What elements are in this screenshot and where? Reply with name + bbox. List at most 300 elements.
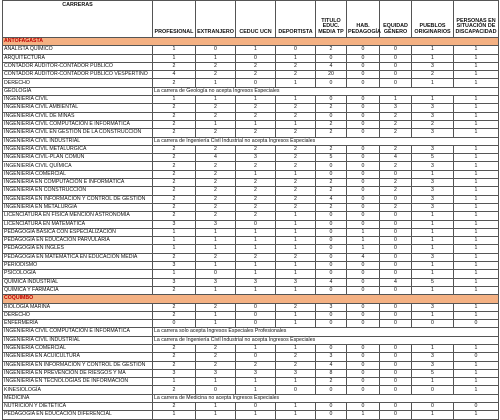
quota-cell: 0 — [347, 212, 380, 220]
quota-cell: 1 — [196, 320, 236, 328]
quota-cell: 1 — [276, 79, 316, 87]
table-row — [3, 96, 499, 104]
career-name: INGENIERÍA CIVIL COMPUTACIÓN E INFORMÁTICA — [3, 120, 153, 128]
quota-cell: 1 — [236, 245, 276, 253]
table-row — [3, 46, 499, 54]
quota-cell: 2 — [196, 344, 236, 352]
quota-cell: 1 — [412, 96, 454, 104]
quota-cell: 2 — [236, 187, 276, 195]
quota-cell: 1 — [412, 286, 454, 294]
career-name: PEDAGOGÍA EN EDUCACIÓN PARVULARIA — [3, 237, 153, 245]
quota-cell: 3 — [196, 220, 236, 228]
quota-cell: 2 — [236, 162, 276, 170]
quota-cell: 4 — [316, 195, 347, 203]
quota-cell: 1 — [412, 378, 454, 386]
quota-cell: 1 — [236, 46, 276, 54]
quota-cell: 0 — [316, 344, 347, 352]
table-row — [3, 54, 499, 62]
quota-cell: 0 — [347, 195, 380, 203]
quota-cell: 0 — [316, 270, 347, 278]
quota-cell: 0 — [316, 237, 347, 245]
table-row — [3, 328, 499, 336]
quota-cell: 0 — [236, 79, 276, 87]
quota-cell: 0 — [316, 245, 347, 253]
career-name: QUÍMICA Y FARMACIA — [3, 286, 153, 294]
quota-cell: 0 — [236, 54, 276, 62]
quota-cell: 1 — [196, 237, 236, 245]
table-row — [3, 170, 499, 178]
table-row — [3, 344, 499, 352]
career-name: ARQUITECTURA — [3, 54, 153, 62]
quota-cell: 1 — [153, 228, 196, 236]
quota-cell: 1 — [454, 79, 499, 87]
career-name: ANALISTA QUÍMICO — [3, 46, 153, 54]
quota-cell: 2 — [153, 154, 196, 162]
quota-cell: 2 — [236, 104, 276, 112]
quota-cell: 1 — [454, 120, 499, 128]
career-name: CONTADOR AUDITOR-CONTADOR PÚBLICO — [3, 62, 153, 70]
quota-cell: 1 — [347, 228, 380, 236]
quota-cell: 1 — [236, 96, 276, 104]
career-name: PERIODISMO — [3, 262, 153, 270]
quota-cell: 2 — [380, 162, 412, 170]
quota-cell: 1 — [347, 411, 380, 419]
quota-cell: 2 — [196, 353, 236, 361]
quota-cell: 1 — [236, 170, 276, 178]
quota-cell: 1 — [412, 262, 454, 270]
table-row — [3, 253, 499, 261]
quota-cell: 2 — [236, 62, 276, 70]
quota-cell: 1 — [454, 286, 499, 294]
table-row — [3, 369, 499, 377]
quota-cell: 0 — [380, 170, 412, 178]
quota-cell: 0 — [380, 253, 412, 261]
table-row — [3, 62, 499, 70]
quota-cell: 2 — [276, 203, 316, 211]
quota-cell: 1 — [454, 212, 499, 220]
quota-cell: 0 — [347, 220, 380, 228]
quota-cell: 3 — [412, 129, 454, 137]
quota-cell: 0 — [380, 46, 412, 54]
quota-cell: 1 — [276, 245, 316, 253]
quota-cell: 2 — [276, 112, 316, 120]
quota-cell: 2 — [196, 71, 236, 79]
career-name: INGENIERÍA EN COMPUTACIÓN E INFORMÁTICA — [3, 179, 153, 187]
quota-cell: 1 — [196, 120, 236, 128]
quota-cell: 1 — [454, 411, 499, 419]
quota-cell: 1 — [236, 344, 276, 352]
quota-cell: 2 — [196, 253, 236, 261]
table-row — [3, 353, 499, 361]
quota-cell: 3 — [412, 112, 454, 120]
quota-cell: 2 — [276, 195, 316, 203]
quota-cell: 1 — [454, 195, 499, 203]
quota-cell: 1 — [454, 71, 499, 79]
quota-cell: 2 — [153, 344, 196, 352]
column-header-extranjero: EXTRANJERO — [196, 1, 236, 38]
quota-cell: 3 — [236, 154, 276, 162]
admission-note: La carrera de Ingeniería Civil Industrial no acepta Ingresos Especiales — [153, 336, 499, 344]
quota-cell: 2 — [196, 361, 236, 369]
quota-cell: 0 — [380, 62, 412, 70]
quota-cell: 1 — [236, 262, 276, 270]
quota-cell: 0 — [347, 154, 380, 162]
quota-cell: 3 — [153, 278, 196, 286]
quota-cell: 1 — [347, 245, 380, 253]
quota-cell: 2 — [153, 353, 196, 361]
career-name: PSICOLOGÍA — [3, 270, 153, 278]
quota-cell: 1 — [196, 411, 236, 419]
quota-cell: 0 — [236, 320, 276, 328]
quota-cell: 3 — [316, 303, 347, 311]
table-row — [3, 104, 499, 112]
table-row — [3, 303, 499, 311]
quota-cell: 0 — [196, 270, 236, 278]
quota-cell: 3 — [276, 278, 316, 286]
quota-cell: 0 — [380, 344, 412, 352]
quota-cell: 0 — [380, 195, 412, 203]
career-name: KINESIOLOGÍA — [3, 386, 153, 394]
quota-cell: 0 — [347, 353, 380, 361]
column-header-profesional: PROFESIONAL — [153, 1, 196, 38]
career-name: INGENIERÍA CIVIL DE MINAS — [3, 112, 153, 120]
quota-cell: 2 — [316, 129, 347, 137]
career-name: INGENIERÍA CIVIL EN GESTIÓN DE LA CONSTRUCCION — [3, 129, 153, 137]
quota-cell: 0 — [347, 361, 380, 369]
career-name: INGENIERÍA CIVIL COMPUTACIÓN E INFORMÁTICA — [3, 328, 153, 336]
quota-cell: 2 — [276, 179, 316, 187]
quota-cell: 1 — [236, 411, 276, 419]
quota-cell: 3 — [412, 303, 454, 311]
quota-cell: 0 — [380, 303, 412, 311]
quota-cell: 0 — [347, 262, 380, 270]
quota-cell: 0 — [380, 262, 412, 270]
quota-cell: 1 — [412, 79, 454, 87]
table-row — [3, 145, 499, 153]
quota-cell: 1 — [153, 411, 196, 419]
quota-cell: 2 — [236, 71, 276, 79]
table-row — [3, 403, 499, 411]
quota-cell: 0 — [347, 71, 380, 79]
quota-cell: 2 — [316, 104, 347, 112]
quota-cell: 2 — [196, 203, 236, 211]
quota-cell: 3 — [380, 104, 412, 112]
quota-cell: 3 — [412, 145, 454, 153]
quota-cell: 1 — [236, 378, 276, 386]
quota-cell: 20 — [316, 71, 347, 79]
quota-cell: 0 — [347, 79, 380, 87]
quota-cell: 0 — [380, 71, 412, 79]
quota-cell: 1 — [153, 96, 196, 104]
quota-cell: 1 — [412, 228, 454, 236]
quota-cell: 3 — [412, 253, 454, 261]
quota-cell: 1 — [276, 96, 316, 104]
quota-cell: 1 — [454, 112, 499, 120]
quota-cell: 0 — [380, 220, 412, 228]
quota-cell: 1 — [454, 303, 499, 311]
quota-cell: 1 — [454, 154, 499, 162]
quota-cell: 2 — [236, 129, 276, 137]
quota-cell: 4 — [347, 253, 380, 261]
quota-cell: 1 — [347, 237, 380, 245]
quota-cell: 0 — [380, 403, 412, 411]
quota-cell: 0 — [412, 386, 454, 394]
table-row — [3, 270, 499, 278]
quota-cell: 3 — [412, 162, 454, 170]
quota-cell: 0 — [412, 320, 454, 328]
quota-cell: 2 — [276, 145, 316, 153]
quota-cell: 5 — [316, 154, 347, 162]
table-row — [3, 120, 499, 128]
table-row — [3, 129, 499, 137]
quota-cell: 1 — [236, 386, 276, 394]
quota-cell: 0 — [347, 203, 380, 211]
career-name: MEDICINA — [3, 394, 153, 402]
table-row — [3, 378, 499, 386]
quota-cell: 1 — [454, 253, 499, 261]
career-name: DERECHO — [3, 311, 153, 319]
quota-cell: 1 — [153, 270, 196, 278]
table-row — [3, 228, 499, 236]
quota-cell: 1 — [454, 237, 499, 245]
quota-cell: 0 — [412, 403, 454, 411]
quota-cell: 1 — [196, 286, 236, 294]
table-row — [3, 212, 499, 220]
quota-cell: 0 — [380, 378, 412, 386]
quota-cell: 4 — [316, 278, 347, 286]
quota-cell: 3 — [153, 220, 196, 228]
quota-cell: 1 — [236, 270, 276, 278]
quota-cell: 2 — [380, 179, 412, 187]
quota-cell: 2 — [236, 145, 276, 153]
quota-cell: 2 — [236, 361, 276, 369]
quota-cell: 2 — [196, 179, 236, 187]
column-header-pueblos-originarios: PUEBLOS ORIGINARIOS — [412, 1, 454, 38]
quota-cell: 0 — [347, 112, 380, 120]
quota-cell: 2 — [196, 129, 236, 137]
quota-cell: 5 — [412, 278, 454, 286]
quota-cell: 2 — [380, 120, 412, 128]
table-body — [3, 38, 499, 420]
quota-cell: 0 — [347, 386, 380, 394]
quota-cell: 2 — [276, 162, 316, 170]
quota-cell: 0 — [347, 170, 380, 178]
quota-cell: 2 — [196, 303, 236, 311]
quota-cell: 2 — [276, 353, 316, 361]
career-name: ENFERMERÍA — [3, 320, 153, 328]
table-row — [3, 262, 499, 270]
quota-cell: 1 — [276, 237, 316, 245]
career-name: CONTADOR AUDITOR-CONTADOR PÚBLICO VESPERTINO — [3, 71, 153, 79]
quota-cell: 2 — [276, 129, 316, 137]
quota-cell: 2 — [380, 129, 412, 137]
quota-cell: 1 — [454, 96, 499, 104]
quota-cell: 2 — [316, 145, 347, 153]
quota-cell: 1 — [412, 411, 454, 419]
quota-cell: 2 — [276, 303, 316, 311]
table-row — [3, 112, 499, 120]
quota-cell: 1 — [454, 46, 499, 54]
career-name: INGENIERÍA CIVIL — [3, 96, 153, 104]
quota-cell: 1 — [454, 369, 499, 377]
career-name: INGENIERÍA COMERCIAL — [3, 344, 153, 352]
quota-cell: 1 — [454, 220, 499, 228]
quota-cell: 1 — [454, 54, 499, 62]
quota-cell: 2 — [316, 46, 347, 54]
quota-cell: 1 — [196, 79, 236, 87]
quota-cell: 1 — [276, 170, 316, 178]
column-header-discapacidad: PERSONAS EN SITUACIÓN DE DISCAPACIDAD — [454, 1, 499, 38]
quota-cell: 1 — [276, 403, 316, 411]
career-name: INGENIERÍA COMERCIAL — [3, 170, 153, 178]
admission-note: La carrera solo acepta Ingresos Especiales Profesionales — [153, 328, 499, 336]
quota-cell: 1 — [454, 170, 499, 178]
quota-cell: 2 — [153, 187, 196, 195]
quota-cell: 1 — [276, 311, 316, 319]
quota-cell: 2 — [153, 129, 196, 137]
quota-cell: 0 — [347, 120, 380, 128]
quota-cell: 1 — [454, 228, 499, 236]
table-row — [3, 336, 499, 344]
quota-cell: 1 — [454, 62, 499, 70]
quota-cell: 1 — [196, 311, 236, 319]
region-label: ANTOFAGASTA — [3, 38, 499, 46]
quota-cell: 0 — [236, 311, 276, 319]
quota-cell: 1 — [196, 245, 236, 253]
career-name: LICENCIATURA EN FÍSICA MENCIÓN ASTRONOMÍA — [3, 212, 153, 220]
quota-cell: 1 — [196, 262, 236, 270]
career-name: PEDAGOGÍA EN INGLÉS — [3, 245, 153, 253]
table-row — [3, 286, 499, 294]
quota-cell: 1 — [454, 344, 499, 352]
quota-cell: 2 — [380, 112, 412, 120]
quota-cell: 2 — [153, 162, 196, 170]
quota-cell: 0 — [316, 386, 347, 394]
career-name: INGENIERÍA EN CONSTRUCCIÓN — [3, 187, 153, 195]
quota-cell: 2 — [316, 378, 347, 386]
quota-cell: 2 — [153, 212, 196, 220]
quota-cell: 2 — [276, 104, 316, 112]
quota-cell: 1 — [153, 237, 196, 245]
quota-cell: 5 — [412, 369, 454, 377]
quota-cell: 2 — [412, 71, 454, 79]
quota-cell: 0 — [236, 403, 276, 411]
quota-cell: 0 — [316, 96, 347, 104]
table-row — [3, 71, 499, 79]
quota-cell: 2 — [196, 145, 236, 153]
career-name: PEDAGOGÍA EN MATEMÁTICA EN EDUCACIÓN MEDIA — [3, 253, 153, 261]
table-row — [3, 203, 499, 211]
quota-cell: 0 — [380, 386, 412, 394]
quota-cell: 0 — [316, 253, 347, 261]
quota-cell: 0 — [316, 79, 347, 87]
career-name: PEDAGOGÍA EN EDUCACIÓN DIFERENCIAL — [3, 411, 153, 419]
quota-cell: 0 — [316, 311, 347, 319]
quota-cell: 2 — [276, 154, 316, 162]
quota-cell: 0 — [380, 228, 412, 236]
quota-cell: 3 — [412, 203, 454, 211]
quota-cell: 0 — [316, 320, 347, 328]
quota-cell: 1 — [412, 245, 454, 253]
quota-cell: 1 — [380, 96, 412, 104]
region-row — [3, 38, 499, 46]
quota-cell: 0 — [347, 104, 380, 112]
quota-cell: 1 — [276, 286, 316, 294]
quota-cell: 0 — [236, 220, 276, 228]
quota-cell: 2 — [196, 195, 236, 203]
quota-cell: 1 — [276, 411, 316, 419]
career-name: NUTRICIÓN Y DIETÉTICA — [3, 403, 153, 411]
quota-cell: 2 — [153, 145, 196, 153]
table-row — [3, 237, 499, 245]
quota-cell: 2 — [380, 187, 412, 195]
quota-cell: 0 — [347, 129, 380, 137]
quota-cell: 0 — [347, 344, 380, 352]
quota-cell: 2 — [153, 361, 196, 369]
quota-cell: 2 — [276, 71, 316, 79]
quota-cell: 3 — [316, 353, 347, 361]
quota-cell: 1 — [276, 220, 316, 228]
quota-cell: 0 — [316, 212, 347, 220]
quota-cell: 0 — [380, 79, 412, 87]
quota-cell: 2 — [380, 145, 412, 153]
table-row — [3, 154, 499, 162]
quota-cell: 4 — [196, 154, 236, 162]
career-name: INGENIERÍA EN METALURGIA — [3, 203, 153, 211]
column-header-deportista: DEPORTISTA — [276, 1, 316, 38]
quota-cell: 1 — [412, 344, 454, 352]
quota-cell: 1 — [454, 270, 499, 278]
region-row — [3, 295, 499, 303]
quota-cell: 0 — [347, 286, 380, 294]
quota-cell: 2 — [316, 120, 347, 128]
career-name: INGENIERÍA CIVIL-PLAN COMÚN — [3, 154, 153, 162]
quota-cell: 2 — [316, 203, 347, 211]
quota-cell: 5 — [412, 154, 454, 162]
quota-cell: 1 — [454, 179, 499, 187]
quota-cell: 0 — [316, 54, 347, 62]
quota-cell: 2 — [153, 112, 196, 120]
table-row — [3, 162, 499, 170]
table-row — [3, 394, 499, 402]
special-admissions-table — [2, 0, 499, 420]
quota-cell: 2 — [276, 361, 316, 369]
quota-cell: 2 — [236, 195, 276, 203]
quota-cell: 1 — [412, 54, 454, 62]
quota-cell: 0 — [316, 228, 347, 236]
quota-cell: 2 — [153, 311, 196, 319]
quota-cell: 1 — [454, 145, 499, 153]
quota-cell: 2 — [153, 104, 196, 112]
quota-cell: 2 — [196, 170, 236, 178]
quota-cell: 1 — [196, 403, 236, 411]
career-name: INGENIERÍA EN TECNOLOGÍAS DE INFORMACIÓN — [3, 378, 153, 386]
quota-cell: 0 — [347, 270, 380, 278]
quota-cell: 1 — [196, 228, 236, 236]
quota-cell: 1 — [276, 212, 316, 220]
quota-cell: 1 — [236, 237, 276, 245]
table-row — [3, 361, 499, 369]
quota-cell: 1 — [236, 286, 276, 294]
quota-cell: 0 — [380, 411, 412, 419]
quota-cell: 0 — [380, 286, 412, 294]
quota-cell: 3 — [196, 369, 236, 377]
quota-cell: 1 — [276, 320, 316, 328]
quota-cell: 0 — [316, 286, 347, 294]
quota-cell: 1 — [412, 212, 454, 220]
quota-cell: 1 — [276, 120, 316, 128]
quota-cell: 0 — [454, 353, 499, 361]
